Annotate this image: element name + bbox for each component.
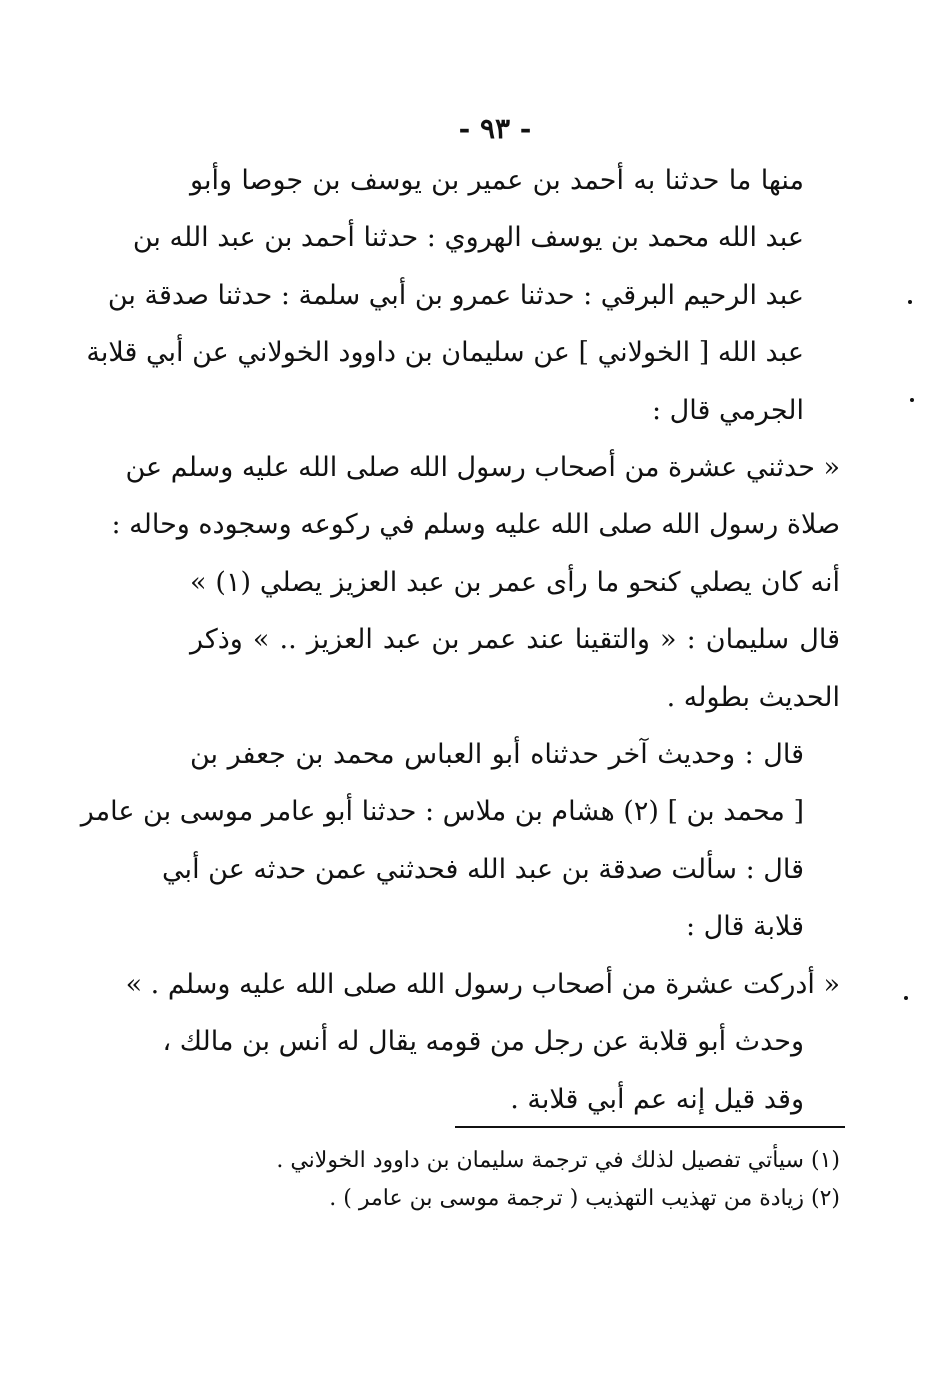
text-line: وحدث أبو قلابة عن رجل من قومه يقال له أنس بن مالك ،: [162, 1026, 804, 1058]
footnote-2: (٢) زيادة من تهذيب التهذيب ( ترجمة موسى بن عامر ) .: [329, 1186, 840, 1211]
text-line: « أدركت عشرة من أصحاب رسول الله صلى الله عليه وسلم . »: [125, 968, 840, 1000]
paragraph-4: [125, 956, 840, 1013]
text-line: قلابة قال :: [685, 911, 804, 943]
text-line: عبد الله [ الخولاني ] عن سليمان بن داوود الخولاني عن أبي قلابة: [86, 337, 804, 369]
text-line: منها ما حدثنا به أحمد بن عمير بن يوسف بن جوصا وأبو: [190, 165, 804, 196]
text-line: أنه كان يصلي كنحو ما رأى عمر بن عبد العزيز يصلي (١) »: [190, 566, 840, 598]
paragraph-5: [162, 1013, 840, 1128]
scan-speck: [910, 398, 914, 402]
paragraph-3: [80, 726, 840, 956]
scan-speck: [904, 996, 908, 1000]
text-line: قال : وحديث آخر حدثناه أبو العباس محمد بن جعفر بن: [190, 739, 804, 771]
text-line: [ محمد بن ] (٢) هشام بن ملاس : حدثنا أبو عامر موسى بن عامر: [80, 796, 804, 828]
text-line: الحديث بطوله .: [666, 681, 840, 713]
page-number: - ٩٣ -: [458, 112, 532, 145]
text-line: عبد الرحيم البرقي : حدثنا عمرو بن أبي سلمة : حدثنا صدقة بن: [107, 279, 804, 311]
text-line: عبد الله محمد بن يوسف الهروي : حدثنا أحمد بن عبد الله بن: [132, 222, 804, 254]
text-line: صلاة رسول الله صلى الله عليه وسلم في ركوعه وسجوده وحاله :: [111, 509, 840, 541]
text-line: وقد قيل إنه عم أبي قلابة .: [510, 1083, 804, 1115]
footnote-1: (١) سيأتي تفصيل لذلك في ترجمة سليمان بن داوود الخولاني .: [276, 1148, 840, 1173]
paragraph-2: [111, 439, 840, 726]
footnotes: [250, 1142, 840, 1218]
body-text: [80, 152, 840, 1128]
text-line: « حدثني عشرة من أصحاب رسول الله صلى الله عليه وسلم عن: [125, 452, 840, 484]
text-line: الجرمي قال :: [651, 394, 804, 426]
footnote-divider: [455, 1126, 845, 1128]
scan-speck: [908, 300, 912, 304]
text-line: قال سليمان : « والتقينا عند عمر بن عبد العزيز .. » وذكر: [190, 624, 840, 656]
text-line: قال : سألت صدقة بن عبد الله فحدثني عمن حدثه عن أبي: [162, 853, 804, 885]
paragraph-1: [86, 152, 840, 439]
